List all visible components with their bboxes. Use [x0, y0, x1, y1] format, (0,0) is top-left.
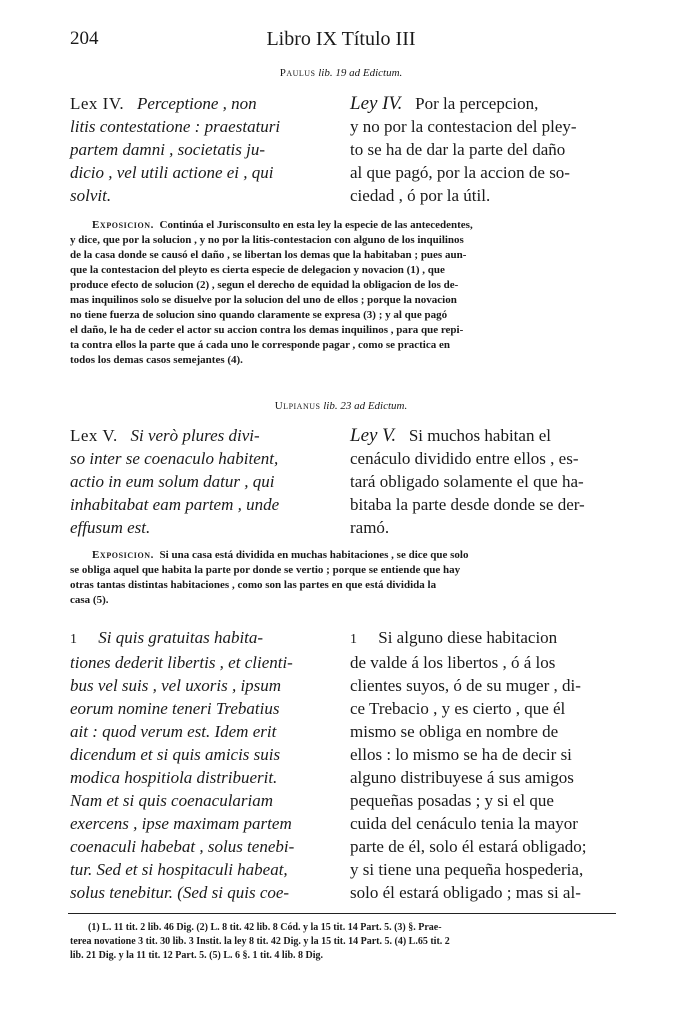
latin-line: actio in eum solum datur , qui: [70, 472, 275, 491]
spanish-line: y no por la contestacion del pley-: [350, 117, 577, 136]
spanish-label: Ley IV.: [350, 93, 403, 114]
exposition-label: Exposicion.: [92, 219, 155, 231]
exposition-lex-iv: [70, 218, 614, 368]
exposition-line: [70, 548, 614, 563]
exposition-line: [70, 218, 614, 233]
spanish-line: pequeñas posadas ; y si el que: [350, 791, 554, 810]
latin-line: [70, 424, 340, 447]
paragraph-number: 1: [350, 632, 357, 647]
exposition-line: otras tantas distintas habitaciones , como son las partes en que está dividida la: [70, 579, 437, 591]
spanish-line-text: Si alguno diese habitacion: [378, 628, 558, 647]
spanish-line: al que pagó, por la accion de so-: [350, 163, 570, 182]
spanish-line: mismo se obliga en nombre de: [350, 722, 559, 741]
spanish-line: ce Trebacio , y es cierto , que él: [350, 699, 566, 718]
exposition-line: todos los demas casos semejantes (4).: [70, 354, 243, 366]
running-title: Libro IX Título III: [266, 28, 416, 50]
spanish-line: solo él estará obligado ; mas si al-: [350, 883, 581, 902]
footnote-line: lib. 21 Dig. y la 11 tit. 12 Part. 5. (5) L. 6 §. 1 tit. 4 lib. 8 Dig.: [70, 950, 324, 961]
footnote-line: terea novatione 3 tit. 30 lib. 3 Instit. la ley 8 tit. 42 Dig. y la 15 tit. 14 Part. 5. (4) L.65 tit. 2: [70, 936, 450, 947]
spanish-line: cuida del cenáculo tenia la mayor: [350, 814, 578, 833]
latin-line: coenaculi habebat , solus tenebi-: [70, 837, 295, 856]
latin-line: inhabitabat eam partem , unde: [70, 495, 280, 514]
spanish-text-ley-iv: [350, 92, 614, 207]
spanish-line: [350, 626, 614, 651]
spanish-line: to se ha de dar la parte del daño: [350, 140, 566, 159]
latin-line: Nam et si quis coenaculariam: [70, 791, 274, 810]
spanish-line-text: Si muchos habitan el: [408, 426, 551, 445]
latin-line-text: Perceptione , non: [136, 94, 257, 113]
paragraph-number: 1: [70, 632, 77, 647]
exposition-text: Continúa el Jurisconsulto en esta ley la especie de las antecedentes,: [159, 219, 473, 231]
latin-line: [70, 92, 340, 115]
latin-line: modica hospitiola distribuerit.: [70, 768, 278, 787]
latin-line: bus vel suis , vel uxoris , ipsum: [70, 676, 282, 695]
spanish-line: de valde á los libertos , ó á los: [350, 653, 556, 672]
exposition-line: de la casa donde se causó el daño , se libertan los demas que la habitaban ; pues aun-: [70, 249, 467, 261]
source-citation-paulus: [0, 67, 682, 79]
spanish-line: ellos : lo mismo se ha de decir si: [350, 745, 572, 764]
latin-text-lex-iv: [70, 92, 340, 207]
spanish-line: [350, 424, 614, 447]
spanish-text-ley-v: [350, 424, 614, 539]
exposition-line: casa (5).: [70, 594, 109, 606]
spanish-line: [350, 92, 614, 115]
exposition-line: que la contestacion del pleyto es cierta especie de delegacion y novacion (1) , que: [70, 264, 445, 276]
source-author: Paulus: [279, 67, 316, 79]
exposition-line: no tiene fuerza de solucion sino quando claramente se expresa (3) ; y al que pagó: [70, 309, 448, 321]
spanish-line: y si tiene una pequeña hospederia,: [350, 860, 584, 879]
latin-line: exercens , ipse maximam partem: [70, 814, 292, 833]
footnote-line: (1) L. 11 tit. 2 lib. 46 Dig. (2) L. 8 tit. 42 lib. 8 Cód. y la 15 tit. 14 Part. 5. (3) §. Prae-: [88, 922, 442, 933]
spanish-line: bitaba la parte desde donde se der-: [350, 495, 585, 514]
source-work: lib. 23 ad Edictum.: [323, 400, 408, 412]
spanish-line: cenáculo dividido entre ellos , es-: [350, 449, 579, 468]
exposition-lex-v: [70, 548, 614, 608]
latin-line: effusum est.: [70, 518, 151, 537]
latin-label: Lex IV.: [70, 94, 125, 113]
latin-line: solus tenebitur. (Sed si quis coe-: [70, 883, 290, 902]
spanish-label: Ley V.: [350, 425, 397, 446]
latin-line: litis contestatione : praestaturi: [70, 117, 281, 136]
source-citation-ulpianus: [0, 400, 682, 412]
latin-line: dicendum et si quis amicis suis: [70, 745, 281, 764]
spanish-line: clientes suyos, ó de su muger , di-: [350, 676, 581, 695]
footnote-divider: [68, 913, 616, 914]
spanish-line: ciedad , ó por la útil.: [350, 186, 491, 205]
exposition-line: mas inquilinos solo se disuelve por la solucion del uno de ellos ; porque la novacion: [70, 294, 457, 306]
spanish-line: parte de él, solo él estará obligado;: [350, 837, 587, 856]
exposition-line: y dice, que por la solucion , y no por la litis-contestacion con alguno de los inquilinos: [70, 234, 464, 246]
latin-line: ait : quod verum est. Idem erit: [70, 722, 277, 741]
exposition-line: produce efecto de solucion (2) , segun el derecho de equidad la obligacion de los de-: [70, 279, 459, 291]
source-work: lib. 19 ad Edictum.: [318, 67, 403, 79]
latin-line: [70, 626, 340, 651]
latin-line: dicio , vel utili actione ei , qui: [70, 163, 274, 182]
spanish-text-paragraph-1: [350, 626, 614, 904]
source-author: Ulpianus: [274, 400, 321, 412]
spanish-line: tará obligado solamente el que ha-: [350, 472, 584, 491]
exposition-line: ta contra ellos la parte que á cada uno le corresponde pagar , como se practica en: [70, 339, 450, 351]
latin-line: tiones dederit libertis , et clienti-: [70, 653, 293, 672]
latin-line: partem damni , societatis ju-: [70, 140, 266, 159]
latin-line-text: Si quis gratuitas habita-: [98, 628, 264, 647]
spanish-line-text: Por la percepcion,: [415, 94, 539, 113]
latin-line: eorum nomine teneri Trebatius: [70, 699, 280, 718]
footnotes: [70, 921, 618, 963]
exposition-text: Si una casa está dividida en muchas habitaciones , se dice que solo: [159, 549, 469, 561]
exposition-line: se obliga aquel que habita la parte por donde se vertio ; porque se entiende que hay: [70, 564, 461, 576]
exposition-label: Exposicion.: [92, 549, 155, 561]
exposition-line: el daño, le ha de ceder el actor su accion contra los demas inquilinos , para que repi-: [70, 324, 464, 336]
spanish-line: alguno distribuyese á sus amigos: [350, 768, 574, 787]
latin-text-lex-v: [70, 424, 340, 539]
latin-label: Lex V.: [70, 426, 118, 445]
latin-line: tur. Sed et si hospitaculi habeat,: [70, 860, 288, 879]
latin-text-paragraph-1: [70, 626, 340, 904]
spanish-line: ramó.: [350, 518, 390, 537]
latin-line: solvit.: [70, 186, 112, 205]
latin-line-text: Si verò plures divi-: [130, 426, 260, 445]
page-number: 204: [70, 28, 99, 49]
latin-line: so inter se coenaculo habitent,: [70, 449, 279, 468]
